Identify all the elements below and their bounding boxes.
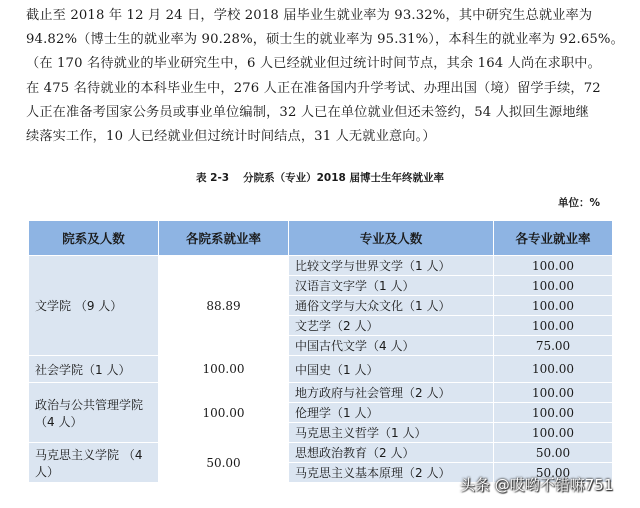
college-cell: 文学院 （9 人） bbox=[29, 256, 159, 356]
major-cell: 汉语言文字学（1 人） bbox=[289, 276, 494, 296]
major-rate-cell: 50.00 bbox=[494, 463, 613, 483]
major-rate-cell: 100.00 bbox=[494, 276, 613, 296]
major-cell: 马克思主义基本原理（2 人） bbox=[289, 463, 494, 483]
college-cell: 马克思主义学院 （4 人） bbox=[29, 443, 159, 483]
college-rate-cell: 100.00 bbox=[159, 356, 289, 383]
major-cell: 思想政治教育（2 人） bbox=[289, 443, 494, 463]
major-rate-cell: 100.00 bbox=[494, 383, 613, 403]
table-title: 分院系（专业）2018 届博士生年终就业率 bbox=[243, 172, 445, 184]
employment-rate-table bbox=[28, 220, 613, 483]
major-cell: 文艺学（2 人） bbox=[289, 316, 494, 336]
table-header-row bbox=[29, 221, 613, 256]
paragraph-line: 截止至 2018 年 12 月 24 日，学校 2018 届毕业生就业率为 93.32%，其中研究生总就业率为 bbox=[26, 8, 593, 23]
table-row bbox=[29, 383, 613, 403]
college-cell: 社会学院（1 人） bbox=[29, 356, 159, 383]
paragraph-line: 人正在准备考国家公务员或事业单位编制，32 人已在单位就业但还未签约，54 人拟回生源地继 bbox=[26, 104, 590, 120]
major-rate-cell: 100.00 bbox=[494, 423, 613, 443]
major-cell: 伦理学（1 人） bbox=[289, 403, 494, 423]
college-rate-cell: 88.89 bbox=[159, 256, 289, 356]
major-rate-cell: 100.00 bbox=[494, 256, 613, 276]
header-college: 院系及人数 bbox=[29, 221, 159, 256]
unit-label: 单位：% bbox=[557, 197, 600, 209]
table-row bbox=[29, 443, 613, 463]
major-cell: 中国古代文学（4 人） bbox=[289, 336, 494, 356]
major-rate-cell: 100.00 bbox=[494, 403, 613, 423]
table-number: 表 2-3 bbox=[195, 172, 230, 184]
header-major-rate: 各专业就业率 bbox=[494, 221, 613, 256]
table-caption bbox=[0, 170, 640, 185]
major-rate-cell: 75.00 bbox=[494, 336, 613, 356]
major-cell: 比较文学与世界文学（1 人） bbox=[289, 256, 494, 276]
college-rate-cell: 50.00 bbox=[159, 443, 289, 483]
major-rate-cell: 100.00 bbox=[494, 296, 613, 316]
major-cell: 中国史（1 人） bbox=[289, 356, 494, 383]
major-cell: 马克思主义哲学（1 人） bbox=[289, 423, 494, 443]
college-rate-cell: 100.00 bbox=[159, 383, 289, 443]
major-rate-cell: 50.00 bbox=[494, 443, 613, 463]
major-rate-cell: 100.00 bbox=[494, 316, 613, 336]
table-row bbox=[29, 256, 613, 276]
header-college-rate: 各院系就业率 bbox=[159, 221, 289, 256]
paragraph-line: 续落实工作，10 人已经就业但过统计时间结点，31 人无就业意向。） bbox=[26, 129, 436, 145]
header-major: 专业及人数 bbox=[289, 221, 494, 256]
paragraph bbox=[26, 4, 624, 149]
major-rate-cell: 100.00 bbox=[494, 356, 613, 383]
major-cell: 地方政府与社会管理（2 人） bbox=[289, 383, 494, 403]
table-row bbox=[29, 356, 613, 383]
major-cell: 通俗文学与大众文化（1 人） bbox=[289, 296, 494, 316]
paragraph-line: 94.82%（博士生的就业率为 90.28%，硕士生的就业率为 95.31%），本科生的就业率为 92.65%。 bbox=[26, 32, 624, 48]
watermark: 头条 @哎哟不错嘛751 bbox=[460, 476, 614, 494]
college-cell: 政治与公共管理学院 （4 人） bbox=[29, 383, 159, 443]
paragraph-line: 在 475 名待就业的本科毕业生中，276 人正在准备国内升学考试、办理出国（境）留学手续，72 bbox=[26, 80, 601, 96]
paragraph-line: （在 170 名待就业的毕业研究生中，6 人已经就业但过统计时间节点，其余 164 人尚在求职中。 bbox=[26, 56, 601, 72]
